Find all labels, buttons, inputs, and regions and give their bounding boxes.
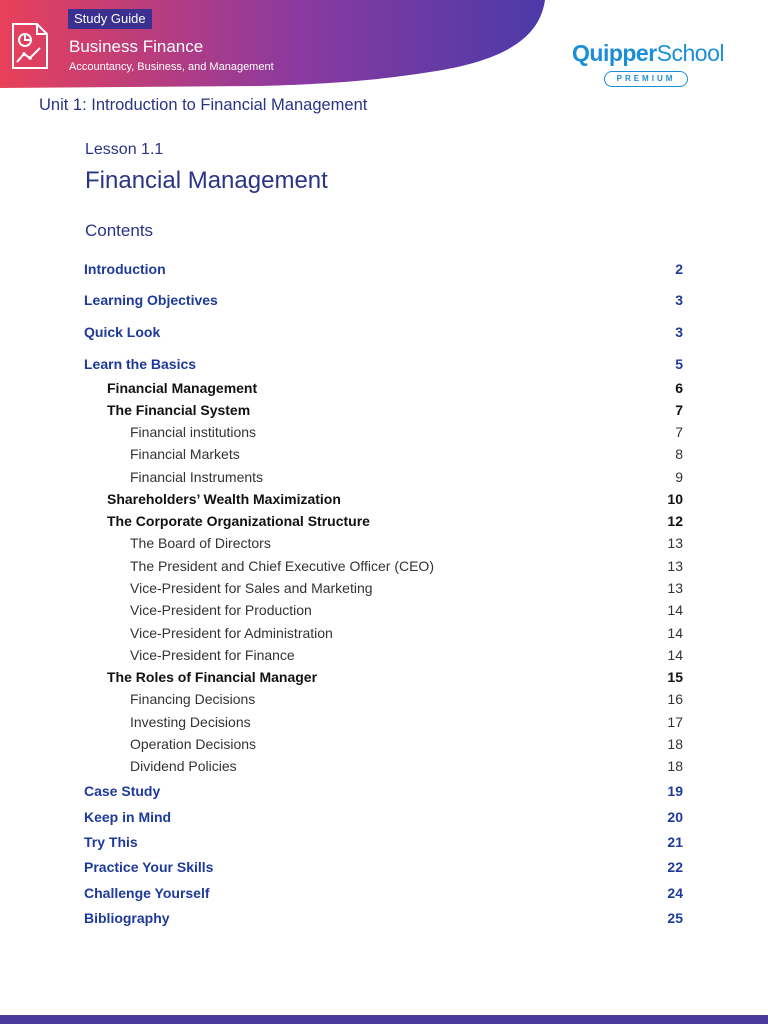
toc-entry-label: Financial Management (107, 380, 258, 396)
toc-entry-page: 3 (675, 292, 683, 308)
toc-entry-page: 21 (667, 834, 683, 850)
toc-entry-page: 13 (667, 535, 683, 551)
toc-entry-page: 14 (667, 625, 683, 641)
toc-entry[interactable] (0, 623, 768, 643)
contents-heading: Contents (85, 221, 154, 240)
toc-entry-page: 2 (675, 261, 683, 277)
toc-entry-label: The Corporate Organizational Structure (107, 513, 370, 529)
toc-entry-label: Case Study (84, 783, 161, 799)
toc-entry-label: Vice-President for Sales and Marketing (130, 580, 373, 596)
toc-entry-label: Quick Look (84, 324, 161, 340)
toc-entry[interactable] (0, 489, 768, 509)
toc-entry-label: Operation Decisions (130, 736, 257, 752)
header-banner (0, 0, 545, 88)
toc-entry-page: 6 (675, 380, 683, 396)
toc-entry-page: 14 (667, 647, 683, 663)
toc-entry[interactable] (0, 807, 768, 827)
toc-entry-label: Financial Instruments (130, 469, 264, 485)
toc-entry[interactable] (0, 467, 768, 487)
toc-entry[interactable] (0, 378, 768, 398)
toc-entry-label: Financing Decisions (130, 691, 256, 707)
toc-entry-page: 8 (675, 446, 683, 462)
toc-entry-label: Vice-President for Finance (130, 647, 295, 663)
toc-entry-page: 25 (667, 910, 683, 926)
toc-entry-page: 18 (667, 758, 683, 774)
toc-entry[interactable] (0, 857, 768, 877)
logo-sub: School (656, 40, 724, 66)
toc-entry[interactable] (0, 422, 768, 442)
toc-entry-label: Vice-President for Administration (130, 625, 333, 641)
course-title: Business Finance (69, 37, 204, 56)
toc-entry[interactable] (0, 290, 768, 310)
toc-entry-page: 10 (667, 491, 683, 507)
lesson-number: Lesson 1.1 (85, 141, 164, 158)
toc-entry[interactable] (0, 781, 768, 801)
toc-entry-page: 20 (667, 809, 683, 825)
toc-entry[interactable] (0, 322, 768, 342)
toc-entry[interactable] (0, 578, 768, 598)
toc-entry[interactable] (0, 556, 768, 576)
toc-entry[interactable] (0, 832, 768, 852)
toc-entry-page: 17 (667, 714, 683, 730)
toc-entry[interactable] (0, 511, 768, 531)
toc-entry-label: Challenge Yourself (84, 885, 210, 901)
toc-entry[interactable] (0, 712, 768, 732)
toc-entry-page: 13 (667, 558, 683, 574)
toc-entry-page: 13 (667, 580, 683, 596)
course-subtitle: Accountancy, Business, and Management (69, 61, 274, 73)
toc-entry-label: Learn the Basics (84, 356, 197, 372)
toc-entry-page: 22 (667, 859, 683, 875)
toc-entry[interactable] (0, 354, 768, 374)
toc-entry[interactable] (0, 734, 768, 754)
toc-entry-page: 3 (675, 324, 683, 340)
toc-entry-label: Keep in Mind (84, 809, 172, 825)
toc-entry[interactable] (0, 400, 768, 420)
toc-entry-page: 15 (667, 669, 683, 685)
toc-entry-label: Dividend Policies (130, 758, 237, 774)
toc-entry-page: 18 (667, 736, 683, 752)
toc-entry[interactable] (0, 756, 768, 776)
toc-entry-label: Financial institutions (130, 424, 257, 440)
lesson-title: Financial Management (85, 167, 328, 194)
toc-entry-label: Try This (84, 834, 138, 850)
toc-entry-page: 5 (675, 356, 683, 372)
toc-entry-label: The Roles of Financial Manager (107, 669, 318, 685)
toc-entry-label: The Financial System (107, 402, 251, 418)
toc-entry-page: 12 (667, 513, 683, 529)
footer-bar (0, 1015, 768, 1024)
toc-entry[interactable] (0, 908, 768, 928)
toc-entry[interactable] (0, 533, 768, 553)
toc-entry-label: Bibliography (84, 910, 170, 926)
toc-entry-page: 14 (667, 602, 683, 618)
toc-entry-label: Vice-President for Production (130, 602, 312, 618)
unit-title: Unit 1: Introduction to Financial Management (39, 96, 368, 114)
quipper-school-logo (572, 40, 724, 66)
toc-entry-page: 24 (667, 885, 683, 901)
toc-entry-label: The Board of Directors (130, 535, 271, 551)
toc-entry-label: Practice Your Skills (84, 859, 214, 875)
toc-entry-label: Shareholders’ Wealth Maximization (107, 491, 341, 507)
logo-main: Quipper (572, 40, 657, 66)
toc-entry-page: 9 (675, 469, 683, 485)
toc-entry-label: Financial Markets (130, 446, 240, 462)
toc-entry[interactable] (0, 667, 768, 687)
toc-entry-page: 16 (667, 691, 683, 707)
toc-entry[interactable] (0, 645, 768, 665)
toc-entry[interactable] (0, 444, 768, 464)
study-guide-badge: Study Guide (68, 9, 152, 29)
toc-entry[interactable] (0, 259, 768, 279)
toc-entry-label: Investing Decisions (130, 714, 251, 730)
toc-entry[interactable] (0, 689, 768, 709)
toc-entry[interactable] (0, 883, 768, 903)
toc-entry-page: 19 (667, 783, 683, 799)
toc-entry-page: 7 (675, 402, 683, 418)
toc-entry-label: Learning Objectives (84, 292, 218, 308)
toc-entry-page: 7 (675, 424, 683, 440)
premium-tag: PREMIUM (604, 71, 688, 87)
toc-entry[interactable] (0, 600, 768, 620)
toc-entry-label: The President and Chief Executive Officer (CEO) (130, 558, 434, 574)
toc-entry-label: Introduction (84, 261, 166, 277)
